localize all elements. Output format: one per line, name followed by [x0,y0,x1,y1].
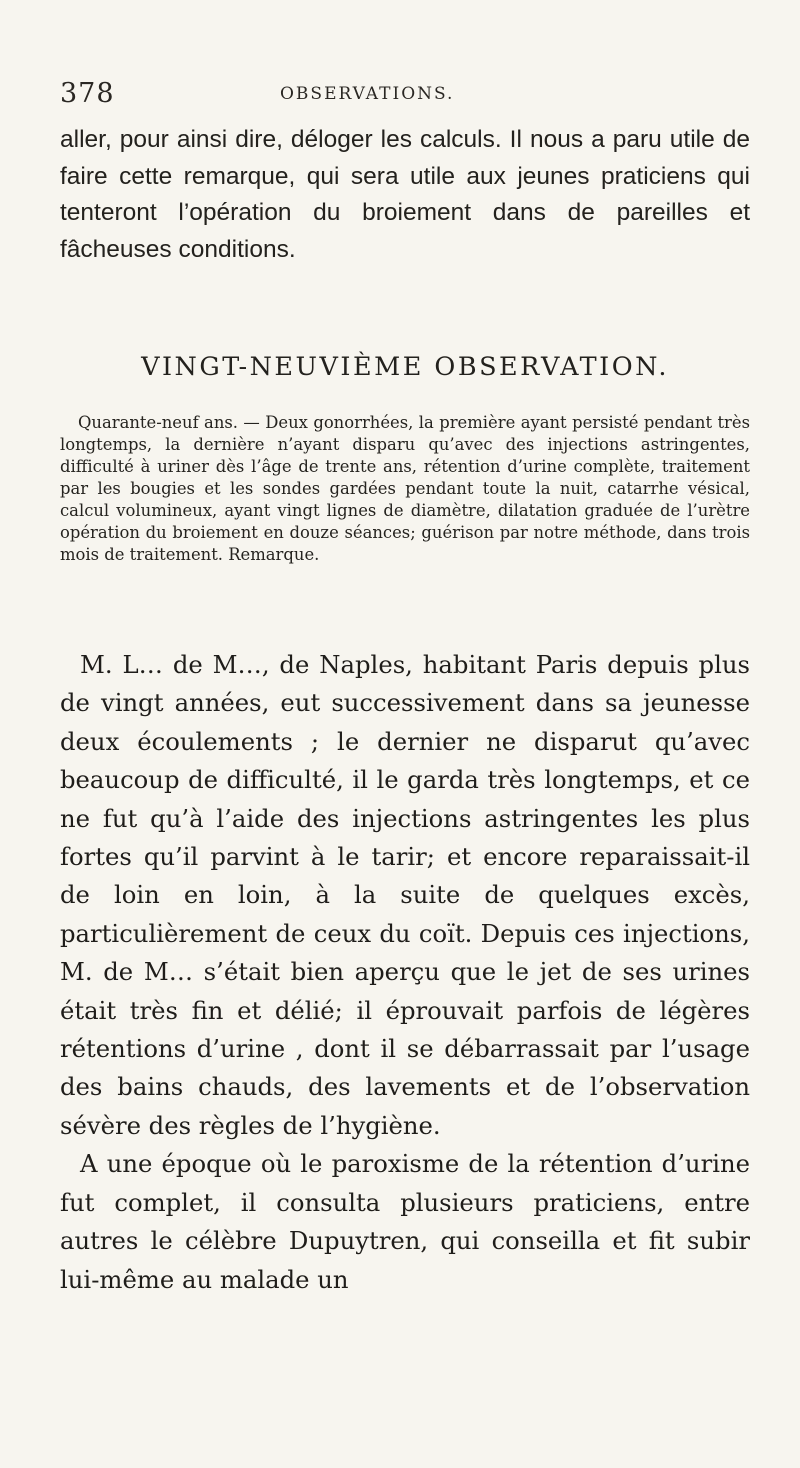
summary-text: Quarante-neuf ans. — Deux gonorrhées, la première ayant persisté pendant très longtemps, la dernière n’ayant disparu qu’avec des injections astringentes, difficulté à uriner dès l’âge de trente ans, rétention d’urine complète, traitement par les bougies et les sondes gardées pendant toute la nuit, catarrhe vésical, calcul volumineux, ayant vingt lignes de diamètre, dilatation graduée de l’urètre opération du broiement en douze séances; guérison par notre méthode, dans trois mois de traitement. Remarque. [60,413,750,564]
page-header [60,78,760,110]
intro-text: aller, pour ainsi dire, déloger les calculs. Il nous a paru utile de faire cette remarque, qui sera utile aux jeunes praticiens qui tenteront l’opération du broiement dans de pareilles et fâcheuses conditions. [60,126,750,263]
observation-body [60,646,750,1299]
body-paragraph-1: M. L… de M…, de Naples, habitant Paris depuis plus de vingt années, eut successivement dans sa jeunesse deux écoulements ; le dernier ne disparut qu’avec beaucoup de difficulté, il le garda très longtemps, et ce ne fut qu’à l’aide des injections astringentes les plus fortes qu’il parvint à le tarir; et encore reparaissait-il de loin en loin, à la suite de quelques excès, particulièrement de ceux du coït. Depuis ces injections, M. de M… s’était bien aperçu que le jet de ses urines était très fin et délié; il éprouvait parfois de légères rétentions d’urine , dont il se débarrassait par l’usage des bains chauds, des lavements et de l’observation sévère des règles de l’hygiène. [60,650,750,1140]
continued-paragraph [60,122,750,268]
page-number: 378 [60,78,115,109]
body-paragraph-2: A une époque où le paroxisme de la rétention d’urine fut complet, il consulta plusieurs praticiens, entre autres le célèbre Dupuytren, qui conseilla et fit subir lui-même au malade un [60,1149,750,1294]
observation-summary [60,412,750,566]
running-head: OBSERVATIONS. [280,84,455,104]
section-heading: VINGT-NEUVIÈME OBSERVATION. [141,352,669,382]
